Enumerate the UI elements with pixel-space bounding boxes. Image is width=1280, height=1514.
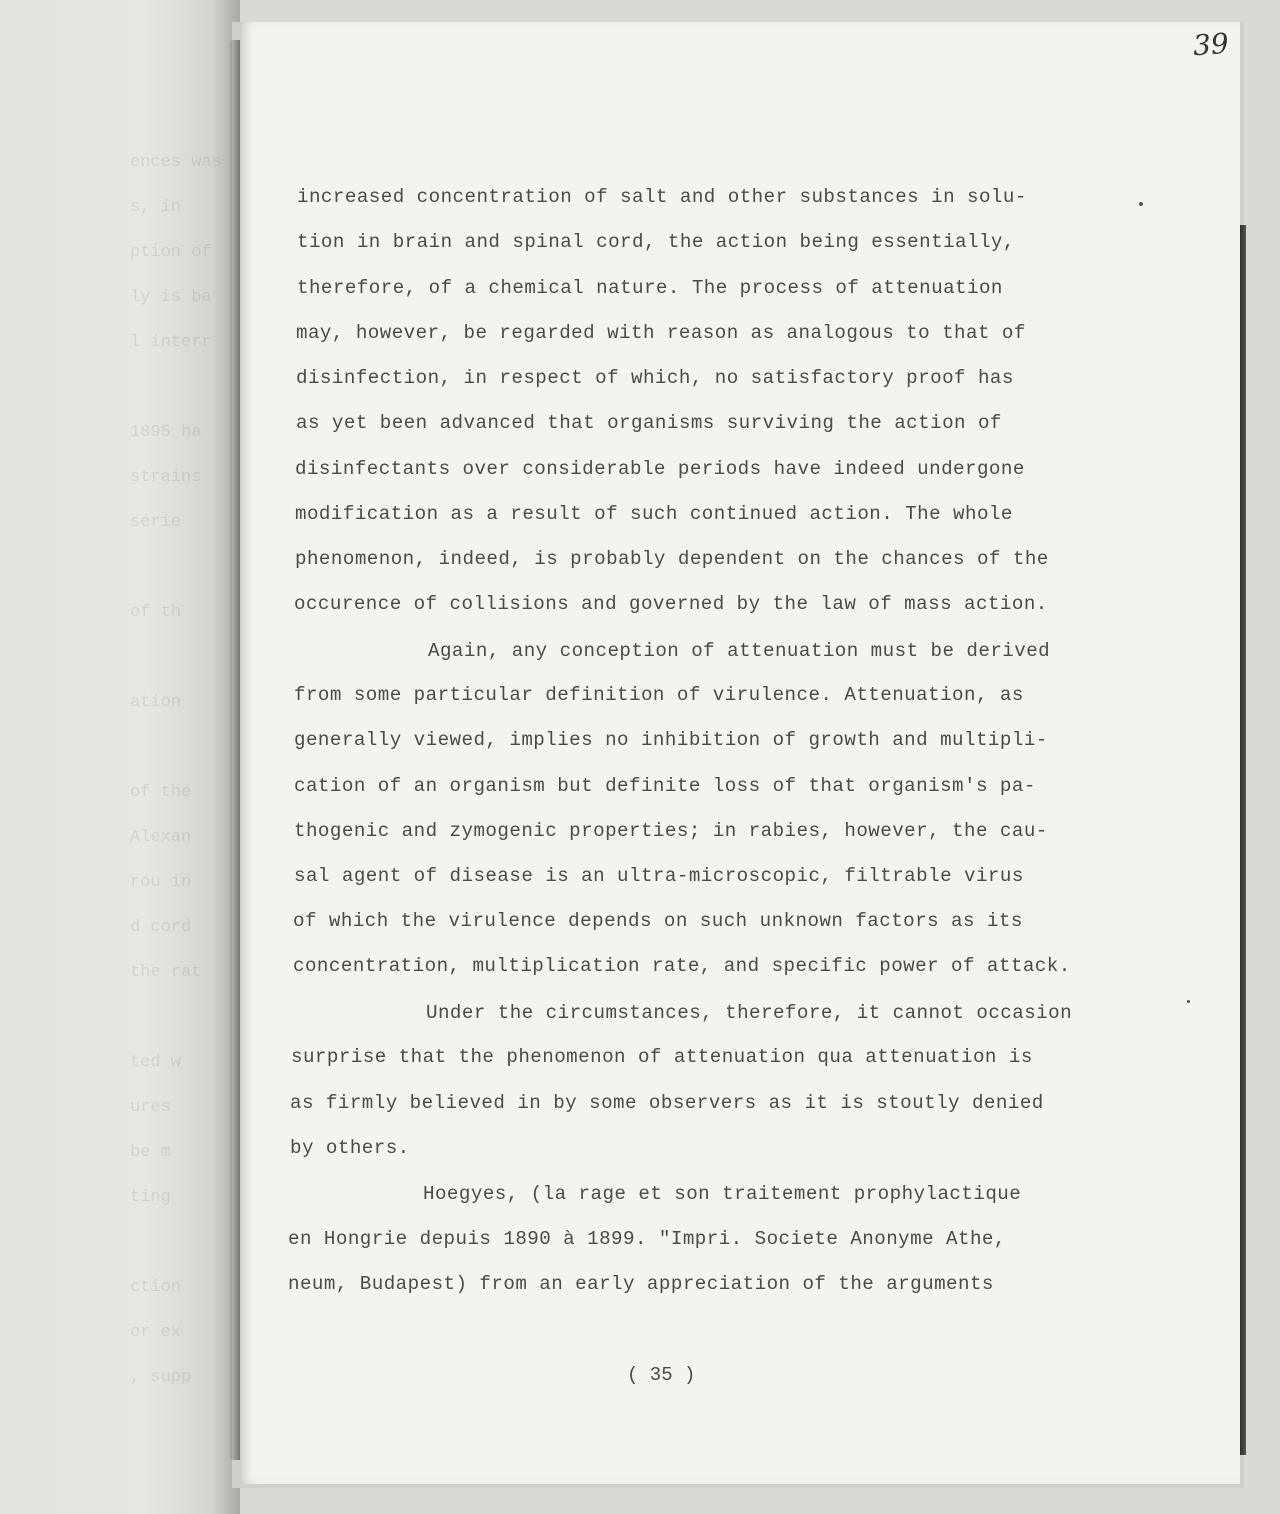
text-line: en Hongrie depuis 1890 à 1899. "Impri. Societe Anonyme Athe, xyxy=(288,1228,1006,1250)
text-line: as firmly believed in by some observers as it is stoutly denied xyxy=(290,1092,1044,1114)
handwritten-page-number: 39 xyxy=(1191,26,1230,63)
text-line: concentration, multiplication rate, and specific power of attack. xyxy=(293,955,1071,977)
text-line: may, however, be regarded with reason as analogous to that of xyxy=(296,322,1026,344)
text-line: cation of an organism but definite loss of that organism's pa- xyxy=(294,775,1036,797)
text-line: as yet been advanced that organisms surviving the action of xyxy=(296,412,1002,434)
text-line: disinfection, in respect of which, no satisfactory proof has xyxy=(296,367,1014,389)
text-line: generally viewed, implies no inhibition of growth and multipli- xyxy=(294,729,1048,751)
text-line: Hoegyes, (la rage et son traitement prophylactique xyxy=(423,1183,1022,1205)
text-line: modification as a result of such continued action. The whole xyxy=(295,503,1013,525)
facing-page xyxy=(0,0,240,1514)
text-line: phenomenon, indeed, is probably dependent on the chances of the xyxy=(295,548,1049,570)
text-line: by others. xyxy=(290,1137,410,1159)
margin-mark xyxy=(1139,202,1143,206)
text-line: increased concentration of salt and other substances in solu- xyxy=(297,186,1027,208)
text-line: occurence of collisions and governed by the law of mass action. xyxy=(294,593,1048,615)
text-line: sal agent of disease is an ultra-microscopic, filtrable virus xyxy=(294,865,1024,887)
text-line: Under the circumstances, therefore, it cannot occasion xyxy=(426,1002,1073,1024)
facing-page-bleed-through: ences was s, in ption of ly is ba l interr 1895 ha strains serie of th ation of the Alexan rou in d cord the rat ted w ures be m ting ction or ex , supp xyxy=(130,153,222,1387)
text-line: thogenic and zymogenic properties; in rabies, however, the cau- xyxy=(294,820,1048,842)
text-line: surprise that the phenomenon of attenuation qua attenuation is xyxy=(291,1046,1033,1068)
margin-mark xyxy=(1187,1000,1190,1003)
text-line: tion in brain and spinal cord, the action being essentially, xyxy=(297,231,1015,253)
page-edge xyxy=(1240,225,1246,1455)
footer-page-number: ( 35 ) xyxy=(627,1364,696,1386)
text-line: from some particular definition of virulence. Attenuation, as xyxy=(294,684,1024,706)
text-line: disinfectants over considerable periods have indeed undergone xyxy=(295,458,1025,480)
text-line: therefore, of a chemical nature. The process of attenuation xyxy=(297,277,1003,299)
text-line: Again, any conception of attenuation must be derived xyxy=(428,640,1051,662)
text-line: neum, Budapest) from an early appreciation of the arguments xyxy=(288,1273,994,1295)
text-line: of which the virulence depends on such unknown factors as its xyxy=(293,910,1023,932)
